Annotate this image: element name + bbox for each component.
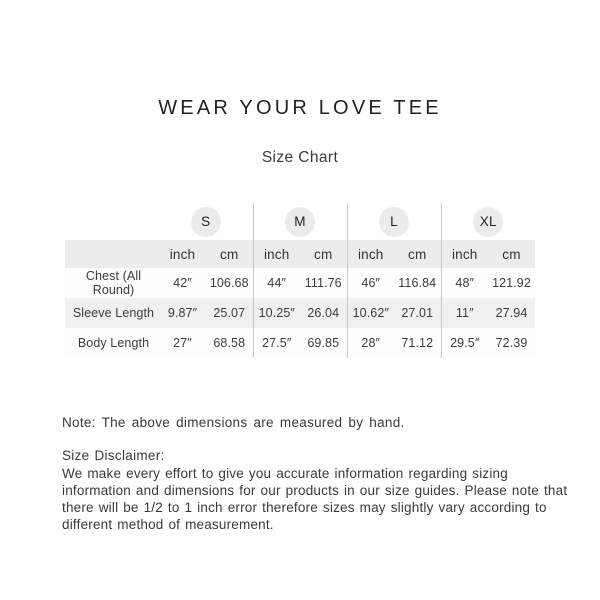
row-label-sleeve: Sleeve Length	[65, 298, 159, 328]
size-value-cell: 48″	[441, 268, 488, 298]
size-bubble-xl: XL	[473, 207, 503, 237]
unit-header-inch: inch	[159, 240, 206, 268]
size-chart-table	[65, 203, 535, 358]
size-value-cell: 29.5″	[441, 328, 488, 358]
disclaimer-line: We make every effort to give you accurate information regarding sizing	[62, 466, 508, 481]
size-value-cell: 27.5″	[253, 328, 300, 358]
disclaimer-body	[62, 465, 598, 533]
size-value-cell: 28″	[347, 328, 394, 358]
size-value-cell: 11″	[441, 298, 488, 328]
size-value-cell: 111.76	[300, 268, 347, 298]
row-label-chest: Chest (All Round)	[65, 268, 159, 298]
size-value-cell: 72.39	[488, 328, 535, 358]
size-value-cell: 44″	[253, 268, 300, 298]
size-group-s	[159, 203, 253, 240]
disclaimer-line: information and dimensions for our products in our size guides. Please note that	[62, 483, 568, 498]
size-group-xl	[441, 203, 535, 240]
size-value-cell: 10.25″	[253, 298, 300, 328]
page-subtitle: Size Chart	[261, 149, 339, 166]
unit-header-inch: inch	[253, 240, 300, 268]
table-row-sleeve	[65, 298, 535, 328]
measurement-note: Note: The above dimensions are measured by hand.	[62, 415, 405, 430]
unit-header-cm: cm	[300, 240, 347, 268]
size-value-cell: 27.01	[394, 298, 441, 328]
size-value-cell: 71.12	[394, 328, 441, 358]
size-value-cell: 27.94	[488, 298, 535, 328]
size-value-cell: 9.87″	[159, 298, 206, 328]
size-value-cell: 121.92	[488, 268, 535, 298]
size-bubble-l: L	[379, 207, 409, 237]
row-label-body: Body Length	[65, 328, 159, 358]
size-value-cell: 27″	[159, 328, 206, 358]
disclaimer-heading: Size Disclaimer:	[62, 448, 165, 463]
unit-header-cm: cm	[394, 240, 441, 268]
unit-header-blank	[65, 240, 159, 268]
unit-header-row	[65, 240, 535, 268]
unit-header-cm: cm	[206, 240, 253, 268]
size-group-l	[347, 203, 441, 240]
disclaimer-line: different method of measurement.	[62, 517, 274, 532]
page-title: WEAR YOUR LOVE TEE	[158, 97, 442, 119]
size-bubble-s: S	[191, 207, 221, 237]
size-value-cell: 46″	[347, 268, 394, 298]
table-row-body	[65, 328, 535, 358]
size-value-cell: 68.58	[206, 328, 253, 358]
size-value-cell: 69.85	[300, 328, 347, 358]
size-bubble-m: M	[285, 207, 315, 237]
unit-header-inch: inch	[347, 240, 394, 268]
size-value-cell: 10.62″	[347, 298, 394, 328]
size-value-cell: 116.84	[394, 268, 441, 298]
size-group-m	[253, 203, 347, 240]
size-value-cell: 42″	[159, 268, 206, 298]
size-header-row	[65, 203, 535, 240]
unit-header-inch: inch	[441, 240, 488, 268]
size-value-cell: 25.07	[206, 298, 253, 328]
table-row-chest	[65, 268, 535, 298]
corner-cell	[65, 203, 159, 240]
size-value-cell: 26.04	[300, 298, 347, 328]
size-value-cell: 106.68	[206, 268, 253, 298]
disclaimer-line: there will be 1/2 to 1 inch error therefore sizes may slightly vary according to	[62, 500, 547, 515]
unit-header-cm: cm	[488, 240, 535, 268]
